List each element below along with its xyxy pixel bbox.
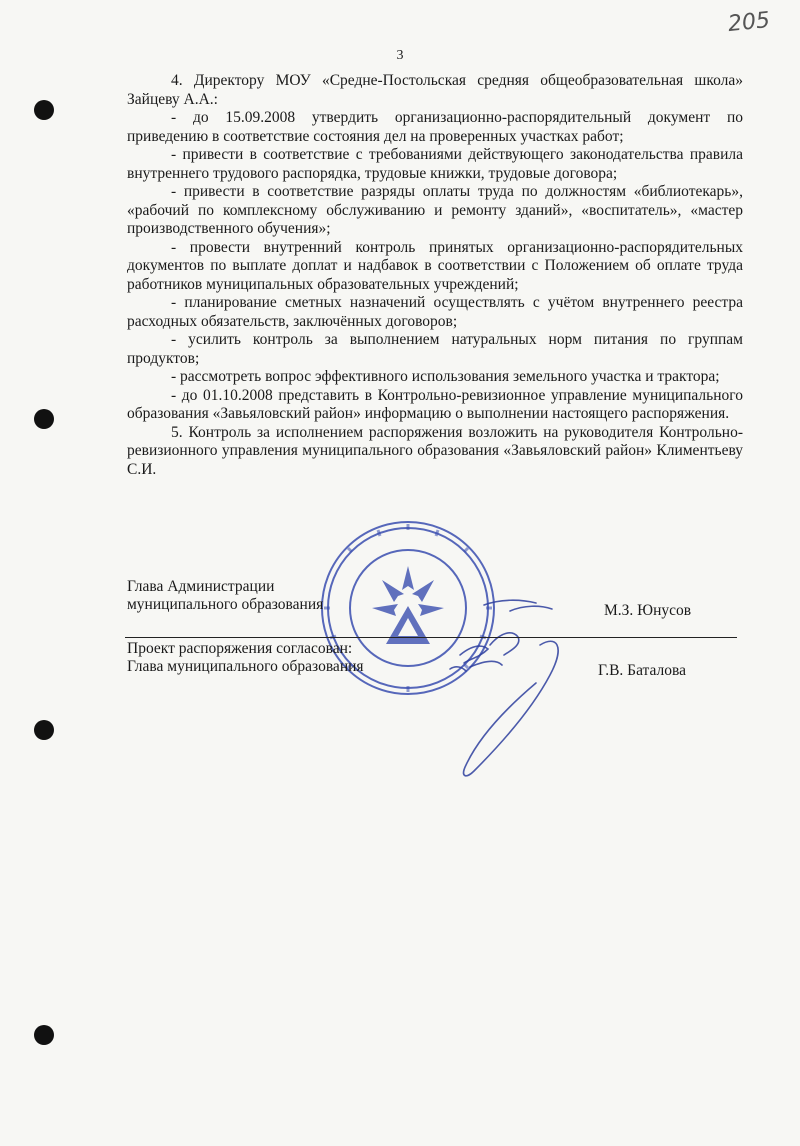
paragraph: - планирование сметных назначений осуществлять с учётом внутреннего реестра расходных обязательств, заключённых договоров; xyxy=(127,294,743,330)
document-body xyxy=(127,72,743,479)
page-number: 3 xyxy=(396,48,404,63)
handwritten-signature xyxy=(440,585,580,785)
head-name: М.З. Юнусов xyxy=(604,602,692,619)
paragraph: - привести в соответствие с требованиями действующего законодательства правила внутреннего трудового распорядка, трудовые книжки, трудовые договора; xyxy=(127,146,743,182)
head-title xyxy=(127,578,323,614)
head-title-line: Глава Администрации xyxy=(127,578,275,595)
agreed-line: Глава муниципального образования xyxy=(127,658,364,675)
paragraph: - рассмотреть вопрос эффективного использования земельного участка и трактора; xyxy=(171,368,720,385)
paragraph: 4. Директору МОУ «Средне-Постольская средняя общеобразовательная школа» Зайцеву А.А.: xyxy=(127,72,743,108)
binder-hole xyxy=(34,409,54,429)
paragraph: - провести внутренний контроль принятых организационно-распорядительных документов по выплате доплат и надбавок в соответствии с Положением об оплате труда работников муниципальных образовательных учреждений; xyxy=(127,238,743,293)
divider-line xyxy=(125,637,737,638)
handwritten-page-number: 205 xyxy=(726,7,772,38)
paragraph: - привести в соответствие разряды оплаты труда по должностям «библиотекарь», «рабочий по комплексному обслуживанию и ремонту зданий», «воспитатель», «мастер производственного обучения»; xyxy=(127,183,743,237)
binder-hole xyxy=(34,720,54,740)
paragraph: - до 01.10.2008 представить в Контрольно-ревизионное управление муниципального образования «Завьяловский район» информацию о выполнении настоящего распоряжения. xyxy=(127,386,743,422)
paragraph: - усилить контроль за выполнением натуральных норм питания по группам продуктов; xyxy=(127,331,743,367)
paragraph: - до 15.09.2008 утвердить организационно-распорядительный документ по приведению в соответствие состояния дел на проверенных участках работ; xyxy=(127,109,743,145)
binder-hole xyxy=(34,1025,54,1045)
agreed-name: Г.В. Баталова xyxy=(598,662,687,679)
paragraph: 5. Контроль за исполнением распоряжения возложить на руководителя Контрольно-ревизионного управления муниципального образования «Завьяловский район» Климентьеву С.И. xyxy=(127,423,743,478)
head-title-line: муниципального образования xyxy=(127,596,324,613)
agreed-line: Проект распоряжения согласован: xyxy=(127,640,353,657)
agreed-block xyxy=(127,640,364,676)
binder-hole xyxy=(34,100,54,120)
